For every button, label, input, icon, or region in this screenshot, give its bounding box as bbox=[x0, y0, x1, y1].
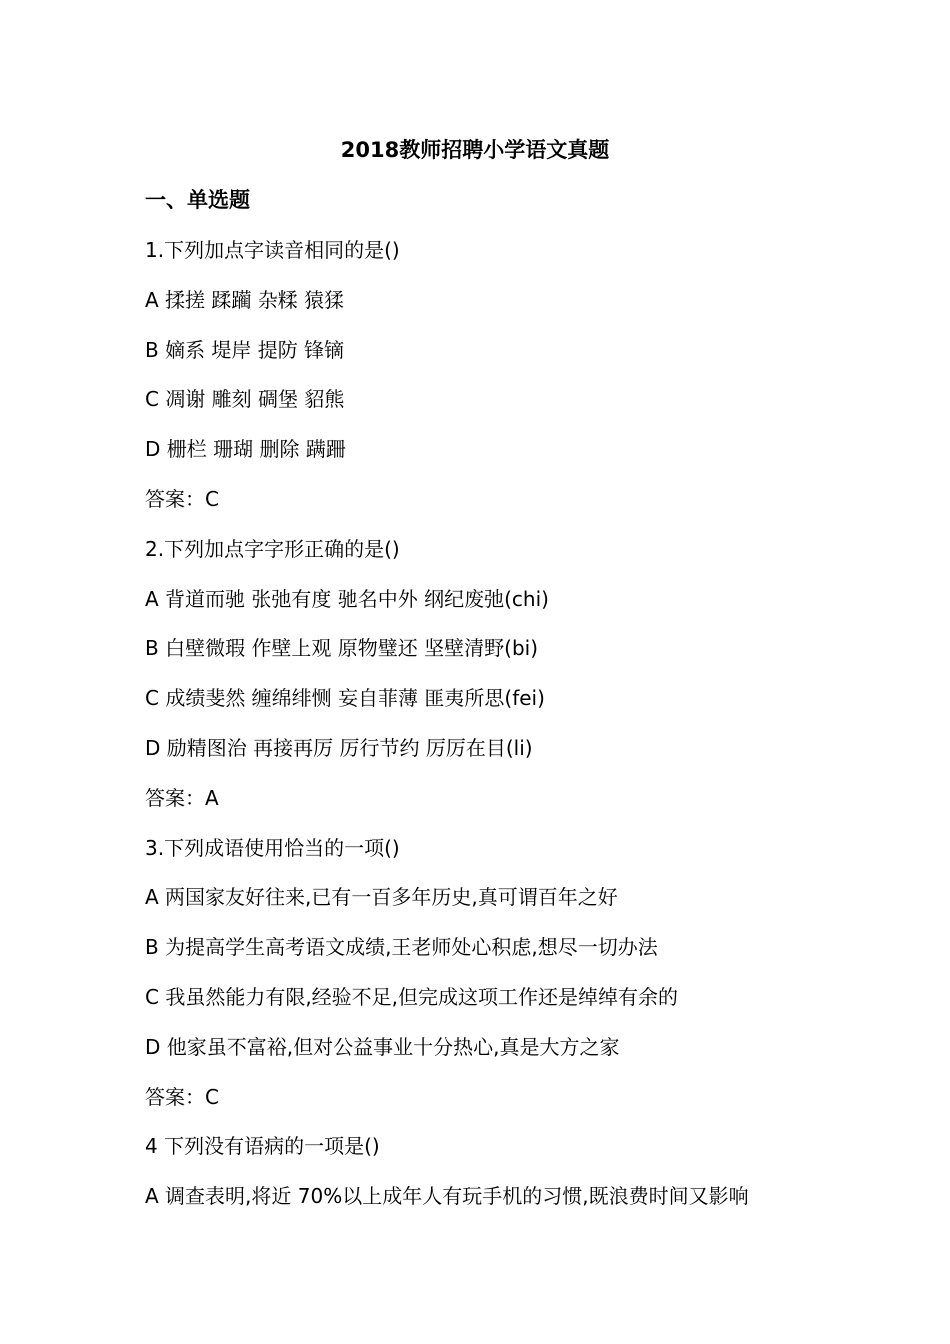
text-line: B 嫡系 堤岸 提防 锋镝 bbox=[145, 337, 345, 362]
answer-line: 答案：A bbox=[145, 785, 219, 810]
text-line: A 两国家友好往来,已有一百多年历史,真可谓百年之好 bbox=[145, 885, 618, 910]
text-line: D 励精图治 再接再厉 厉行节约 厉厉在目(li) bbox=[145, 735, 533, 760]
text-line: B 白壁微瑕 作壁上观 原物璧还 坚壁清野(bi) bbox=[145, 636, 539, 661]
text-line: D 他家虽不富裕,但对公益事业十分热心,真是大方之家 bbox=[145, 1034, 620, 1059]
text-line: A 揉搓 蹂躏 杂糅 猿猱 bbox=[145, 287, 345, 312]
text-line: A 调查表明,将近 70%以上成年人有玩手机的习惯,既浪费时间又影响 bbox=[145, 1184, 749, 1209]
text-line: 3.下列成语使用恰当的一项() bbox=[145, 835, 400, 860]
text-line: 1.下列加点字读音相同的是() bbox=[145, 238, 400, 262]
text-line: A 背道而驰 张弛有度 驰名中外 纲纪废弛(chi) bbox=[145, 586, 549, 611]
text-line: C 我虽然能力有限,经验不足,但完成这项工作还是绰绰有余的 bbox=[145, 984, 679, 1009]
text-line: 4 下列没有语病的一项是() bbox=[145, 1134, 380, 1159]
text-line: 2.下列加点字字形正确的是() bbox=[145, 536, 400, 561]
answer-line: 答案：C bbox=[145, 486, 219, 511]
text-line: C 成绩斐然 缠绵绯恻 妄自菲薄 匪夷所思(fei) bbox=[145, 686, 545, 711]
answer-line: 答案：C bbox=[145, 1084, 219, 1109]
section-heading: 一、单选题 bbox=[145, 188, 250, 212]
text-line: C 凋谢 雕刻 碉堡 貂熊 bbox=[145, 387, 345, 412]
text-line: D 栅栏 珊瑚 删除 蹒跚 bbox=[145, 437, 346, 462]
question-lines bbox=[145, 235, 825, 1231]
text-line: B 为提高学生高考语文成绩,王老师处心积虑,想尽一切办法 bbox=[145, 935, 658, 960]
document-title: 2018教师招聘小学语文真题 bbox=[340, 138, 610, 162]
